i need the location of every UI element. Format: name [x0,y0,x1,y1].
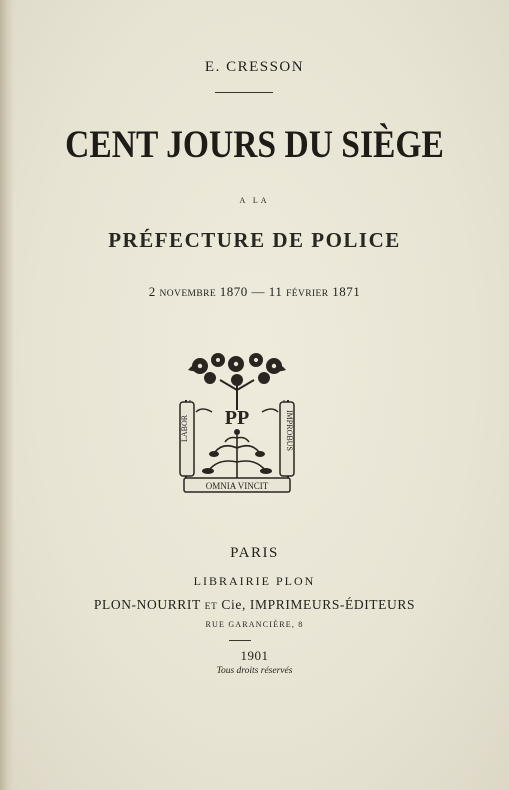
imprint-publisher: LIBRAIRIE PLON [193,574,316,588]
imprint-street: RUE GARANCIÈRE, 8 [205,620,304,629]
start-month: NOVEMBRE [159,289,217,299]
book-title: CENT JOURS DU SIÈGE [65,123,444,166]
date-separator: — [251,284,266,299]
end-month: FÉVRIER [286,289,329,299]
end-day: 11 [268,284,283,299]
rights-notice: Tous droits réservés [216,666,293,676]
start-year: 1870 [219,284,248,299]
title-preposition: A LA [239,196,270,205]
printers-role: , IMPRIMEURS-ÉDITEURS [241,597,416,612]
publisher-emblem-icon [178,350,296,496]
monogram-text: PP [224,407,250,429]
imprint-year: 1901 [240,648,269,663]
motto-left-text: LABOR [180,414,189,442]
motto-right-text: IMPROBUS [285,410,294,451]
imprint-city: PARIS [230,545,279,561]
divider-rule-bottom [229,640,251,641]
printers-et: ET [204,602,218,612]
divider-rule-top [215,92,273,93]
date-range [0,284,509,300]
start-day: 2 [148,284,156,299]
printers-name: PLON-NOURRIT [93,597,201,612]
motto-bottom-text: OMNIA VINCIT [205,481,269,491]
book-subtitle: PRÉFECTURE DE POLICE [108,228,401,252]
flower-cluster-icon [188,353,286,386]
imprint-printers [0,597,509,613]
end-year: 1871 [332,284,361,299]
printers-cie: Cie [221,597,242,612]
author-name: E. CRESSON [204,59,305,75]
